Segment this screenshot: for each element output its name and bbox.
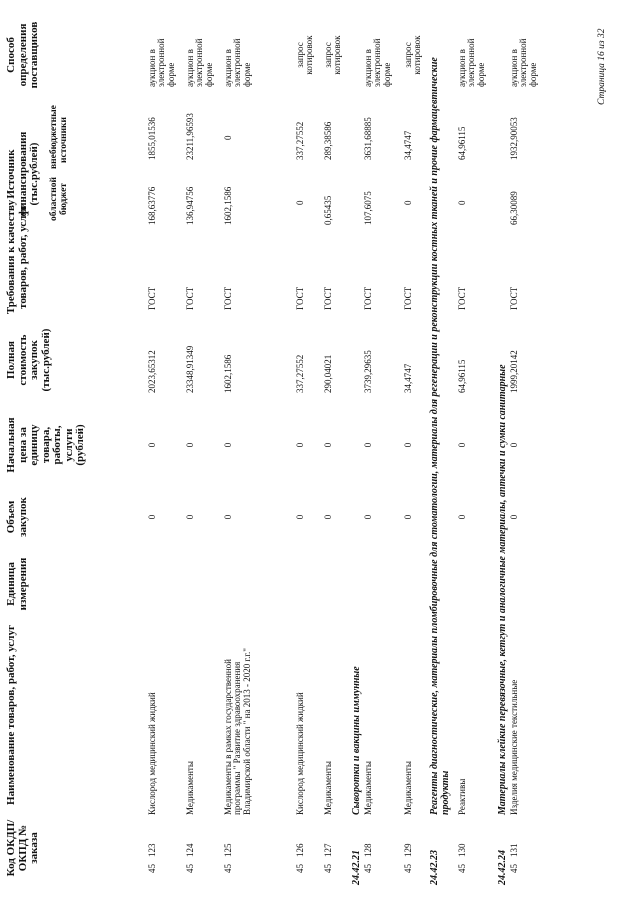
row-code: 45 xyxy=(295,864,305,873)
row-offbudget: 289,38586 xyxy=(323,121,333,160)
row-name: Медикаменты в рамках государственной программы " Развитие здравоохранения Владимирской области " на 2013 - 2020 г.г." xyxy=(223,648,252,815)
row-regional: 0 xyxy=(403,200,413,205)
row-method: аукцион в электронной форме xyxy=(147,38,176,87)
row-code: 45 xyxy=(147,864,157,873)
section-code: 24.42.24 xyxy=(497,850,508,885)
row-code: 45 xyxy=(185,864,195,873)
header-source: Источник финансирования (тыс.рублей) xyxy=(5,131,41,217)
header-full-cost: Полная стоимость закупок (тыс.рублей) xyxy=(5,328,52,392)
row-code: 45 xyxy=(457,864,467,873)
header-unit: Единица измерения xyxy=(5,557,29,611)
row-requirements: ГОСТ xyxy=(323,286,333,310)
row-method: аукцион в электронной форме xyxy=(223,38,252,87)
row-volume: 0 xyxy=(323,514,333,520)
row-offbudget: 337,27552 xyxy=(295,121,305,160)
row-price: 0 xyxy=(323,442,333,448)
row-method: аукцион в электронной форме xyxy=(509,38,538,87)
row-regional: 0 xyxy=(295,200,305,205)
row-code: 45 xyxy=(509,864,519,873)
row-cost: 3739,29635 xyxy=(363,350,373,393)
row-method: запрос котировок xyxy=(295,35,315,75)
row-method: аукцион в электронной форме xyxy=(457,38,486,87)
row-regional: 0 xyxy=(457,200,467,205)
header-volume: Объем закупок xyxy=(5,497,29,537)
row-code: 45 xyxy=(323,864,333,873)
row-requirements: ГОСТ xyxy=(457,286,467,310)
row-name: Медикаменты xyxy=(323,761,333,815)
row-requirements: ГОСТ xyxy=(185,286,195,310)
row-volume: 0 xyxy=(403,514,413,520)
row-cost: 64,96115 xyxy=(457,359,467,393)
row-number: 127 xyxy=(323,843,333,857)
row-price: 0 xyxy=(185,442,195,448)
row-cost: 34,4747 xyxy=(403,363,413,393)
section-title: Сыворотки и вакцины иммунные xyxy=(351,666,362,815)
header-price: Начальная цена за единицу товара, работы, услуги (рублей) xyxy=(5,417,87,473)
row-method: аукцион в электронной форме xyxy=(185,38,214,87)
row-offbudget: 1855,01536 xyxy=(147,117,157,160)
row-regional: 1602,1586 xyxy=(223,186,233,225)
row-price: 0 xyxy=(295,442,305,448)
row-name: Медикаменты xyxy=(185,761,195,815)
row-name: Медикаменты xyxy=(403,761,413,815)
section-code: 24.42.23 xyxy=(429,850,440,885)
header-method: Способ определения поставщиков xyxy=(5,21,41,89)
row-offbudget: 1932,90053 xyxy=(509,117,519,160)
row-price: 0 xyxy=(509,442,519,448)
row-number: 131 xyxy=(509,843,519,857)
header-name: Наименование товаров, работ, услуг xyxy=(5,625,17,805)
row-price: 0 xyxy=(223,442,233,448)
section-code: 24.42.21 xyxy=(351,850,362,885)
row-price: 0 xyxy=(457,442,467,448)
header-source-offbudget: внебюджетные источники xyxy=(49,105,69,169)
row-method: запрос котировок xyxy=(323,35,343,75)
row-cost: 23348,91349 xyxy=(185,345,195,393)
row-cost: 1602,1586 xyxy=(223,354,233,393)
row-regional: 0,65435 xyxy=(323,195,333,225)
row-cost: 1999,20142 xyxy=(509,350,519,393)
row-regional: 136,94756 xyxy=(185,186,195,225)
row-requirements: ГОСТ xyxy=(147,286,157,310)
row-number: 126 xyxy=(295,843,305,857)
row-method: аукцион в электронной форме xyxy=(363,38,392,87)
row-volume: 0 xyxy=(363,514,373,520)
section-title: Материалы клейкие перевязочные, кетгут и аналогичные материалы, аптечки и сумки санитарные xyxy=(497,364,508,815)
row-number: 128 xyxy=(363,843,373,857)
row-offbudget: 3631,68885 xyxy=(363,117,373,160)
section-title: Реагенты диагностические, материалы пломбировочные для стоматологии, материалы для регенерации и реконструкции костных тканей и прочие фармацевтические продукты xyxy=(429,57,451,815)
row-name: Медикаменты xyxy=(363,761,373,815)
row-requirements: ГОСТ xyxy=(403,286,413,310)
row-regional: 66,30089 xyxy=(509,191,519,225)
row-requirements: ГОСТ xyxy=(223,286,233,310)
row-price: 0 xyxy=(363,442,373,448)
row-volume: 0 xyxy=(295,514,305,520)
row-name: Изделия медицинские текстильные xyxy=(509,679,519,815)
row-offbudget: 23211,96593 xyxy=(185,113,195,160)
row-requirements: ГОСТ xyxy=(295,286,305,310)
row-cost: 290,04021 xyxy=(323,354,333,393)
row-code: 45 xyxy=(403,864,413,873)
row-number: 123 xyxy=(147,843,157,857)
row-number: 130 xyxy=(457,843,467,857)
header-requirements: Требования к качеству товаров, работ, услуг xyxy=(5,199,29,315)
row-volume: 0 xyxy=(509,514,519,520)
row-name: Кислород медицинский жидкий xyxy=(295,692,305,815)
row-requirements: ГОСТ xyxy=(363,286,373,310)
row-name: Реактивы xyxy=(457,778,467,815)
row-number: 129 xyxy=(403,843,413,857)
row-number: 125 xyxy=(223,843,233,857)
row-code: 45 xyxy=(223,864,233,873)
header-source-regional: областной бюджет xyxy=(49,177,69,221)
row-volume: 0 xyxy=(223,514,233,520)
row-name: Кислород медицинский жидкий xyxy=(147,692,157,815)
row-volume: 0 xyxy=(147,514,157,520)
row-offbudget: 0 xyxy=(223,135,233,140)
row-volume: 0 xyxy=(185,514,195,520)
row-method: запрос котировок xyxy=(403,35,423,75)
row-regional: 168,63776 xyxy=(147,186,157,225)
row-price: 0 xyxy=(403,442,413,448)
row-code: 45 xyxy=(363,864,373,873)
row-offbudget: 64,96115 xyxy=(457,126,467,160)
row-cost: 2023,65312 xyxy=(147,350,157,393)
row-regional: 107,6075 xyxy=(363,191,373,225)
row-offbudget: 34,4747 xyxy=(403,130,413,160)
header-kod: Код ОКДП/ ОКПД № заказа xyxy=(5,819,41,877)
row-requirements: ГОСТ xyxy=(509,286,519,310)
page-number: Страница 16 из 32 xyxy=(597,28,607,105)
row-number: 124 xyxy=(185,843,195,857)
row-volume: 0 xyxy=(457,514,467,520)
row-price: 0 xyxy=(147,442,157,448)
row-cost: 337,27552 xyxy=(295,354,305,393)
